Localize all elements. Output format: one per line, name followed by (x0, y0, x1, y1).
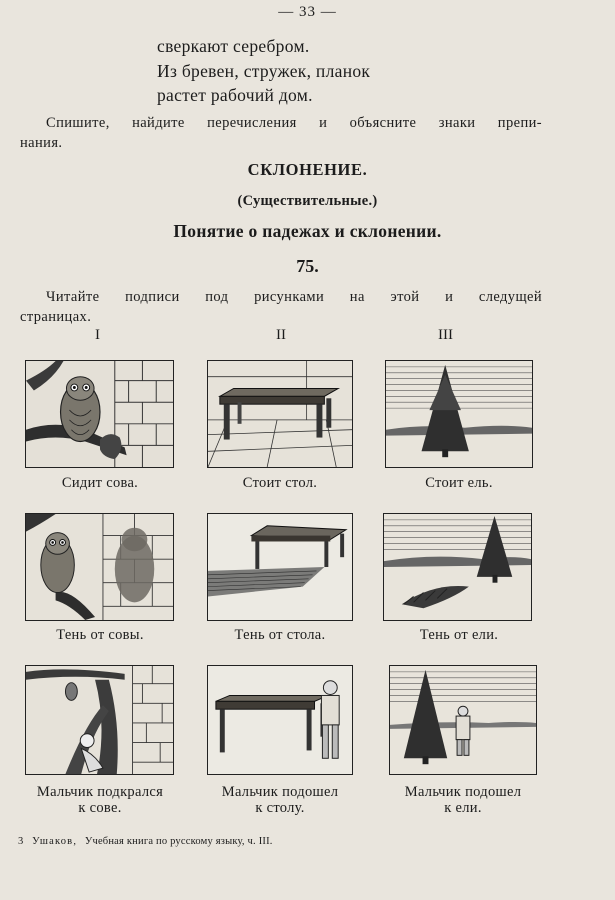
instruction-read (20, 287, 542, 327)
caption-row2-col3 (369, 627, 549, 643)
poem-line: Из бревен, стружек, планок (157, 60, 371, 81)
caption-line: Мальчик подошел (221, 784, 339, 800)
table-picture (207, 360, 353, 468)
poem-line: сверкают серебром. (157, 36, 310, 56)
caption-line: Тень от ели. (419, 627, 499, 643)
exercise-number: 75. (296, 256, 319, 276)
caption-line: Тень от совы. (56, 627, 144, 643)
column-label-2: II (276, 327, 286, 343)
owl-with-shadow-picture (25, 513, 174, 621)
caption-row2-col1 (10, 627, 190, 643)
owl-on-branch-picture (25, 360, 174, 468)
footnote-text: Учебная книга по русскому языку, ч. III. (84, 836, 273, 847)
caption-row1-col1 (10, 475, 190, 491)
column-label-1: I (95, 327, 100, 343)
caption-row3-col2 (190, 784, 370, 816)
caption-line: Сидит сова. (61, 475, 139, 491)
instruction-line: нания. (20, 135, 63, 151)
caption-line: к сове. (78, 800, 122, 816)
fir-tree-picture (385, 360, 533, 468)
boy-fir-picture (389, 665, 537, 775)
caption-line: Стоит стол. (242, 475, 318, 491)
boy-owl-picture (25, 665, 174, 775)
signature-marker: 3 (18, 836, 25, 847)
section-title: СКЛОНЕНИЕ. (247, 160, 368, 179)
caption-line: Тень от стола. (234, 627, 326, 643)
caption-row1-col3 (369, 475, 549, 491)
caption-line: Стоит ель. (425, 475, 493, 491)
section-subtitle: (Существительные.) (237, 193, 378, 209)
caption-line: к столу. (255, 800, 305, 816)
instruction-line: Читайте подписи под рисунками на этой и следущей (46, 289, 542, 305)
caption-row1-col2 (190, 475, 370, 491)
boy-table-picture (207, 665, 353, 775)
instruction-line: страницах. (20, 309, 92, 325)
topic-title: Понятие о падежах и склонении. (173, 221, 442, 241)
caption-row3-col3 (373, 784, 553, 816)
table-with-shadow-picture (207, 513, 353, 621)
footnote-author: Ушаков, (32, 836, 78, 847)
caption-line: Мальчик подкрался (36, 784, 164, 800)
page-number: — 33 — (278, 4, 337, 20)
instruction-copy (20, 113, 542, 153)
instruction-line: Спишите, найдите перечисления и объясните знаки препи- (46, 115, 542, 131)
caption-line: Мальчик подошел (404, 784, 522, 800)
footnote (18, 836, 273, 847)
caption-line: к ели. (444, 800, 482, 816)
poem-fragment (157, 34, 370, 108)
fir-tree-fallen-picture (383, 513, 532, 621)
column-label-3: III (438, 327, 453, 343)
caption-row2-col2 (190, 627, 370, 643)
caption-row3-col1 (10, 784, 190, 816)
poem-line: растет рабочий дом. (157, 85, 313, 105)
